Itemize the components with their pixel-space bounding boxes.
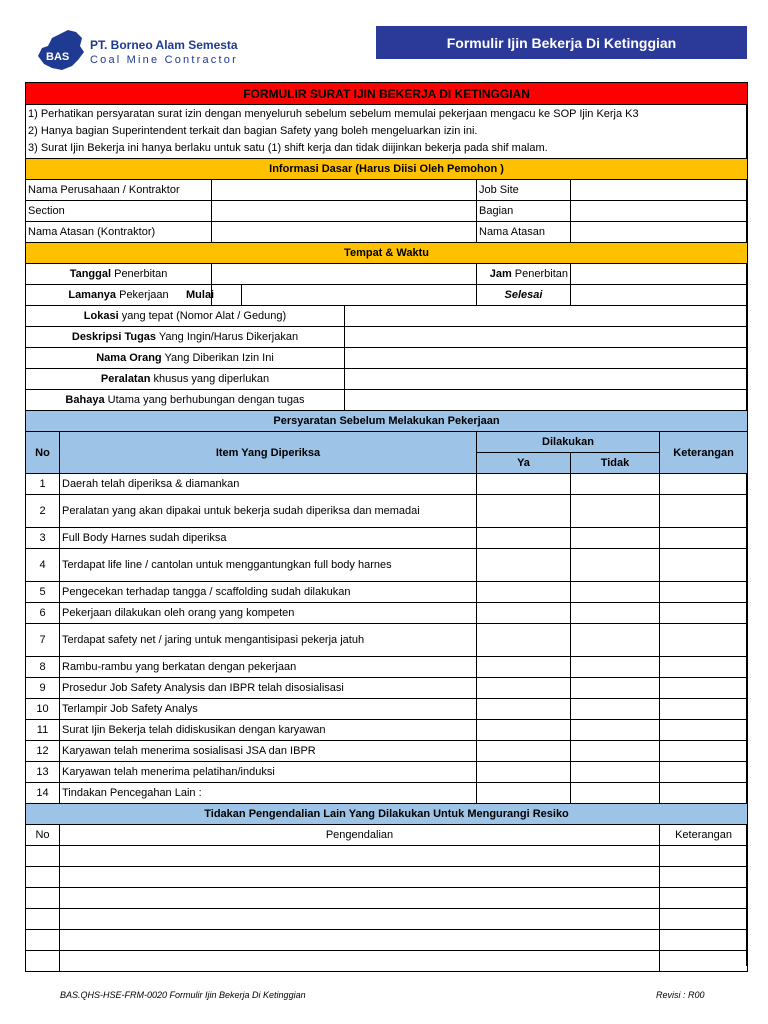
- checklist-keterangan-cell[interactable]: [660, 495, 748, 528]
- label-mulai: Mulai: [184, 285, 242, 305]
- checklist-keterangan-cell[interactable]: [660, 657, 748, 678]
- checklist-row: [26, 783, 748, 804]
- svg-text:BAS: BAS: [46, 51, 70, 63]
- tempat-section-title: Tempat & Waktu: [26, 243, 748, 264]
- pengendalian-ket-cell[interactable]: [660, 867, 748, 888]
- checklist-row: [26, 720, 748, 741]
- checklist-keterangan-cell[interactable]: [660, 783, 748, 804]
- label-nama-atasan: Nama Atasan: [477, 222, 571, 243]
- checklist-keterangan-cell[interactable]: [660, 762, 748, 783]
- checklist-no: 13: [26, 762, 60, 783]
- borneo-map-icon: [32, 26, 88, 74]
- note-2: 2) Hanya bagian Superintendent terkait dan bagian Safety yang boleh mengeluarkan izin ini.: [28, 125, 478, 137]
- form-notes: [26, 105, 748, 159]
- checklist-ya-cell[interactable]: [477, 582, 571, 603]
- checklist-tidak-cell[interactable]: [571, 624, 660, 657]
- checklist-row: [26, 741, 748, 762]
- checklist-ya-cell[interactable]: [477, 741, 571, 762]
- checklist-keterangan-cell[interactable]: [660, 528, 748, 549]
- checklist-no: 6: [26, 603, 60, 624]
- company-tagline: Coal Mine Contractor: [90, 54, 238, 66]
- checklist-row: [26, 474, 748, 495]
- pengendalian-no-cell[interactable]: [26, 888, 60, 909]
- company-logo: [32, 26, 282, 74]
- pengendalian-text-cell[interactable]: [60, 867, 660, 888]
- input-nama-atasan-kontraktor[interactable]: [212, 222, 477, 243]
- pengendalian-no-cell[interactable]: [26, 930, 60, 951]
- checklist-item-text: Tindakan Pencegahan Lain :: [60, 783, 477, 804]
- checklist-keterangan-cell[interactable]: [660, 699, 748, 720]
- pengendalian-no-cell[interactable]: [26, 846, 60, 867]
- pengendalian-section-title: Tidakan Pengendalian Lain Yang Dilakukan Untuk Mengurangi Resiko: [26, 804, 748, 825]
- checklist-tidak-cell[interactable]: [571, 699, 660, 720]
- col-keterangan-header: Keterangan: [660, 432, 748, 474]
- permit-form-table: [25, 82, 748, 972]
- checklist-ya-cell[interactable]: [477, 657, 571, 678]
- checklist-no: 1: [26, 474, 60, 495]
- pengendalian-row: [26, 867, 748, 888]
- pengendalian-no-cell[interactable]: [26, 867, 60, 888]
- checklist-no: 7: [26, 624, 60, 657]
- checklist-rows: [26, 474, 748, 804]
- checklist-ya-cell[interactable]: [477, 699, 571, 720]
- checklist-no: 8: [26, 657, 60, 678]
- checklist-tidak-cell[interactable]: [571, 495, 660, 528]
- input-section[interactable]: [212, 201, 477, 222]
- pengendalian-col-no: No: [26, 825, 60, 846]
- input-nama-atasan[interactable]: [571, 222, 748, 243]
- checklist-no: 11: [26, 720, 60, 741]
- pengendalian-no-cell[interactable]: [26, 909, 60, 930]
- pengendalian-ket-cell[interactable]: [660, 930, 748, 951]
- checklist-row: [26, 549, 748, 582]
- checklist-keterangan-cell[interactable]: [660, 474, 748, 495]
- checklist-ya-cell[interactable]: [477, 528, 571, 549]
- input-lokasi[interactable]: [345, 306, 748, 327]
- checklist-tidak-cell[interactable]: [571, 678, 660, 699]
- checklist-no: 10: [26, 699, 60, 720]
- checklist-keterangan-cell[interactable]: [660, 549, 748, 582]
- checklist-tidak-cell[interactable]: [571, 657, 660, 678]
- label-tanggal: Tanggal Penerbitan: [26, 264, 212, 285]
- pengendalian-ket-cell[interactable]: [660, 951, 748, 972]
- checklist-row: [26, 699, 748, 720]
- pengendalian-col-keterangan: Keterangan: [660, 825, 748, 846]
- checklist-item-text: Terdapat life line / cantolan untuk menggantungkan full body harnes: [60, 549, 477, 582]
- label-job-site: Job Site: [477, 180, 571, 201]
- checklist-no: 5: [26, 582, 60, 603]
- checklist-row: [26, 657, 748, 678]
- footer-revisi: Revisi : R00: [656, 990, 705, 1000]
- checklist-ya-cell[interactable]: [477, 474, 571, 495]
- checklist-ya-cell[interactable]: [477, 762, 571, 783]
- col-dilakukan-header: Dilakukan: [477, 432, 660, 453]
- checklist-no: 9: [26, 678, 60, 699]
- input-bahaya[interactable]: [345, 390, 748, 411]
- pengendalian-row: [26, 888, 748, 909]
- checklist-tidak-cell[interactable]: [571, 720, 660, 741]
- input-deskripsi[interactable]: [345, 327, 748, 348]
- checklist-ya-cell[interactable]: [477, 678, 571, 699]
- checklist-keterangan-cell[interactable]: [660, 624, 748, 657]
- pengendalian-text-cell[interactable]: [60, 909, 660, 930]
- checklist-tidak-cell[interactable]: [571, 528, 660, 549]
- pengendalian-text-cell[interactable]: [60, 951, 660, 972]
- checklist-tidak-cell[interactable]: [571, 549, 660, 582]
- input-tanggal[interactable]: [212, 264, 477, 285]
- label-lamanya: Lamanya Pekerjaan: [26, 285, 212, 306]
- input-nama-perusahaan[interactable]: [212, 180, 477, 201]
- pengendalian-col-pengendalian: Pengendalian: [60, 825, 660, 846]
- pengendalian-no-cell[interactable]: [26, 951, 60, 972]
- checklist-ya-cell[interactable]: [477, 624, 571, 657]
- checklist-keterangan-cell[interactable]: [660, 582, 748, 603]
- label-nama-perusahaan: Nama Perusahaan / Kontraktor: [26, 180, 212, 201]
- checklist-row: [26, 624, 748, 657]
- checklist-row: [26, 528, 748, 549]
- checklist-ya-cell[interactable]: [477, 495, 571, 528]
- input-jam[interactable]: [571, 264, 748, 285]
- company-name: PT. Borneo Alam Semesta: [90, 38, 238, 52]
- pengendalian-ket-cell[interactable]: [660, 846, 748, 867]
- checklist-row: [26, 582, 748, 603]
- checklist-no: 12: [26, 741, 60, 762]
- doc-title-banner: Formulir Ijin Bekerja Di Ketinggian: [376, 26, 747, 59]
- checklist-row: [26, 762, 748, 783]
- note-1: 1) Perhatikan persyaratan surat izin dengan menyeluruh sebelum sebelum memulai pekerjaan mengacu ke SOP Ijin Kerja K3: [28, 108, 639, 120]
- label-deskripsi: Deskripsi Tugas Yang Ingin/Harus Dikerjakan: [26, 327, 345, 348]
- checklist-no: 3: [26, 528, 60, 549]
- checklist-row: [26, 678, 748, 699]
- checklist-item-text: Prosedur Job Safety Analysis dan IBPR telah disosialisasi: [60, 678, 477, 699]
- label-peralatan: Peralatan khusus yang diperlukan: [26, 369, 345, 390]
- input-peralatan[interactable]: [345, 369, 748, 390]
- checklist-item-text: Full Body Harnes sudah diperiksa: [60, 528, 477, 549]
- checklist-no: 4: [26, 549, 60, 582]
- persyaratan-section-title: Persyaratan Sebelum Melakukan Pekerjaan: [26, 411, 748, 432]
- pengendalian-text-cell[interactable]: [60, 930, 660, 951]
- checklist-ya-cell[interactable]: [477, 783, 571, 804]
- label-nama-orang: Nama Orang Yang Diberikan Izin Ini: [26, 348, 345, 369]
- label-bahaya: Bahaya Utama yang berhubungan dengan tugas: [26, 390, 345, 411]
- checklist-tidak-cell[interactable]: [571, 762, 660, 783]
- label-section: Section: [26, 201, 212, 222]
- checklist-item-text: Terdapat safety net / jaring untuk mengantisipasi pekerja jatuh: [60, 624, 477, 657]
- checklist-item-text: Karyawan telah menerima pelatihan/induksi: [60, 762, 477, 783]
- label-bagian: Bagian: [477, 201, 571, 222]
- label-jam: Jam Penerbitan: [477, 264, 571, 285]
- col-tidak-header: Tidak: [571, 453, 660, 474]
- input-job-site[interactable]: [571, 180, 748, 201]
- pengendalian-row: [26, 951, 748, 972]
- form-title: FORMULIR SURAT IJIN BEKERJA DI KETINGGIAN: [26, 83, 748, 105]
- checklist-no: 14: [26, 783, 60, 804]
- footer-doc-code: BAS.QHS-HSE-FRM-0020 Formulir Ijin Bekerja Di Ketinggian: [60, 990, 306, 1000]
- input-nama-orang[interactable]: [345, 348, 748, 369]
- checklist-tidak-cell[interactable]: [571, 582, 660, 603]
- pengendalian-row: [26, 846, 748, 867]
- pengendalian-row: [26, 909, 748, 930]
- checklist-tidak-cell[interactable]: [571, 741, 660, 762]
- checklist-keterangan-cell[interactable]: [660, 720, 748, 741]
- checklist-ya-cell[interactable]: [477, 720, 571, 741]
- checklist-item-text: Daerah telah diperiksa & diamankan: [60, 474, 477, 495]
- label-nama-atasan-kontraktor: Nama Atasan (Kontraktor): [26, 222, 212, 243]
- checklist-keterangan-cell[interactable]: [660, 678, 748, 699]
- pengendalian-row: [26, 930, 748, 951]
- col-item-header: Item Yang Diperiksa: [60, 432, 477, 474]
- pengendalian-ket-cell[interactable]: [660, 909, 748, 930]
- pengendalian-text-cell[interactable]: [60, 888, 660, 909]
- checklist-tidak-cell[interactable]: [571, 474, 660, 495]
- checklist-item-text: Karyawan telah menerima sosialisasi JSA dan IBPR: [60, 741, 477, 762]
- checklist-no: 2: [26, 495, 60, 528]
- checklist-row: [26, 495, 748, 528]
- checklist-item-text: Pekerjaan dilakukan oleh orang yang kompeten: [60, 603, 477, 624]
- checklist-keterangan-cell[interactable]: [660, 741, 748, 762]
- checklist-keterangan-cell[interactable]: [660, 603, 748, 624]
- input-mulai[interactable]: [186, 285, 477, 306]
- checklist-item-text: Rambu-rambu yang berkatan dengan pekerjaan: [60, 657, 477, 678]
- input-bagian[interactable]: [571, 201, 748, 222]
- checklist-row: [26, 603, 748, 624]
- checklist-ya-cell[interactable]: [477, 603, 571, 624]
- pengendalian-text-cell[interactable]: [60, 846, 660, 867]
- input-selesai[interactable]: [571, 285, 748, 306]
- checklist-item-text: Surat Ijin Bekerja telah didiskusikan dengan karyawan: [60, 720, 477, 741]
- info-section-title: Informasi Dasar (Harus Diisi Oleh Pemohon ): [26, 159, 748, 180]
- checklist-item-text: Pengecekan terhadap tangga / scaffolding sudah dilakukan: [60, 582, 477, 603]
- col-ya-header: Ya: [477, 453, 571, 474]
- checklist-item-text: Terlampir Job Safety Analys: [60, 699, 477, 720]
- checklist-ya-cell[interactable]: [477, 549, 571, 582]
- col-no-header: No: [26, 432, 60, 474]
- checklist-item-text: Peralatan yang akan dipakai untuk bekerja sudah diperiksa dan memadai: [60, 495, 477, 528]
- note-3: 3) Surat Ijin Bekerja ini hanya berlaku untuk satu (1) shift kerja dan tidak diijinkan bekerja pada shif malam.: [28, 142, 548, 154]
- label-lokasi: Lokasi yang tepat (Nomor Alat / Gedung): [26, 306, 345, 327]
- label-selesai: Selesai: [477, 285, 571, 306]
- pengendalian-ket-cell[interactable]: [660, 888, 748, 909]
- checklist-tidak-cell[interactable]: [571, 783, 660, 804]
- checklist-tidak-cell[interactable]: [571, 603, 660, 624]
